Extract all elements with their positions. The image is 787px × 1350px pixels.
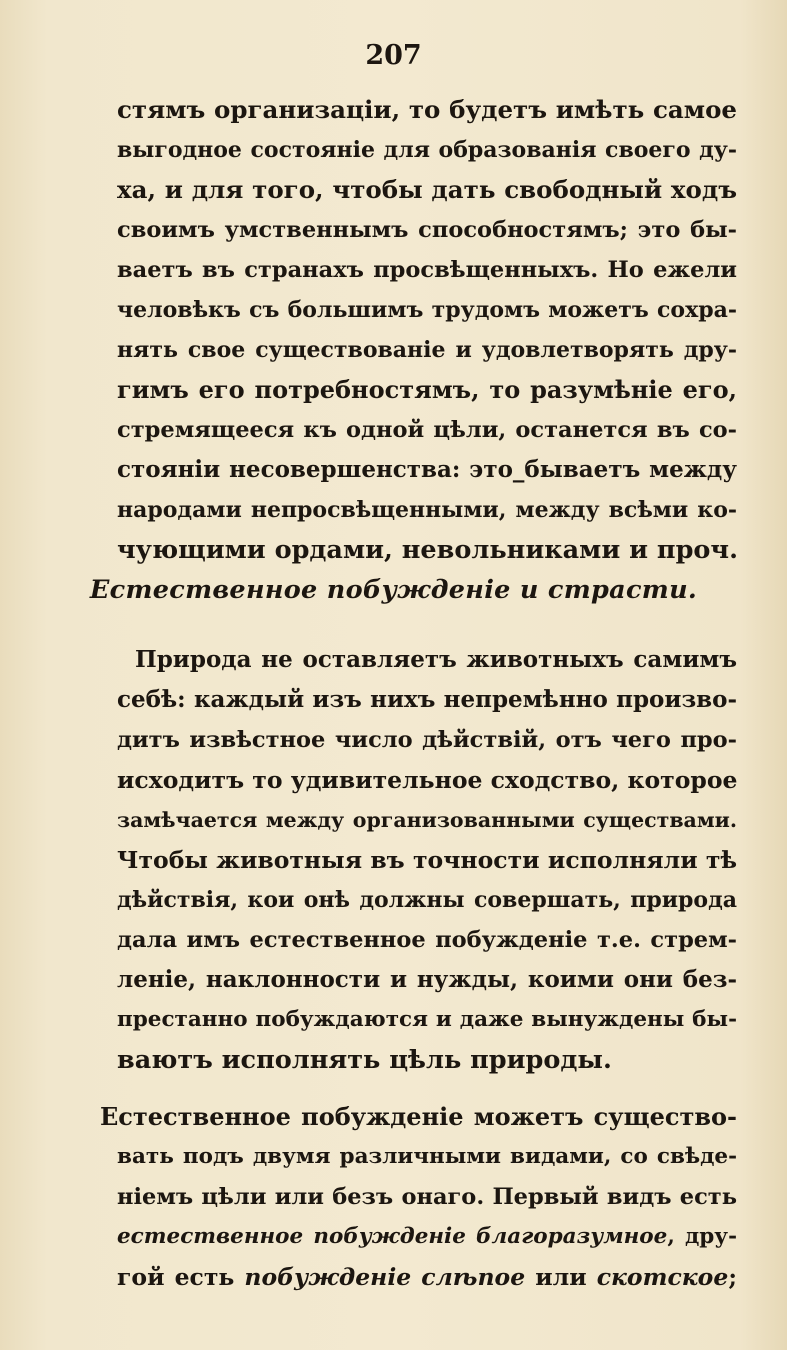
text-line: стямъ организаціи, то будетъ имѣть самое (117, 95, 737, 124)
text-line: стремящееся къ одной цѣли, останется въ со- (117, 417, 737, 443)
text-line: Естественное побужденіе можетъ существо- (100, 1102, 737, 1131)
text-line: ваютъ исполнять цѣль природы. (117, 1045, 612, 1075)
text-line: выгодное состояніе для образованія своего ду- (117, 137, 737, 163)
text-line: своимъ умственнымъ способностямъ; это бы- (117, 217, 737, 243)
text-span: ; (728, 1263, 737, 1291)
text-line: леніе, наклонности и нужды, коими они без- (117, 966, 737, 993)
text-line: чующими ордами, невольниками и проч. (117, 535, 738, 565)
text-line: Природа не оставляетъ животныхъ самимъ (135, 646, 737, 673)
text-line: ха, и для того, чтобы дать свободный ходъ (117, 175, 737, 204)
text-line: ваетъ въ странахъ просвѣщенныхъ. Но ежели (117, 257, 737, 283)
text-line (117, 1217, 737, 1257)
text-line: дитъ извѣстное число дѣйствій, отъ чего про- (117, 727, 737, 753)
text-line: вать подъ двумя различными видами, со свѣде- (117, 1144, 737, 1169)
italic-term: скотское (596, 1263, 729, 1291)
page-number: 207 (365, 40, 422, 71)
text-line: нять свое существованіе и удовлетворять дру- (117, 337, 737, 363)
text-line: дѣйствія, кои онѣ должны совершать, природа (117, 887, 737, 913)
text-span: , дру- (667, 1224, 737, 1249)
text-line: народами непросвѣщенными, между всѣми ко- (117, 497, 737, 523)
text-line: ніемъ цѣли или безъ онаго. Первый видъ есть (117, 1184, 737, 1210)
text-span: гой есть (117, 1263, 245, 1291)
section-heading: Естественное побужденіе и страсти. (89, 575, 698, 605)
text-line: исходитъ то удивительное сходство, которое (117, 766, 738, 794)
text-line: престанно побуждаются и даже вынуждены бы- (117, 1007, 737, 1032)
italic-term: естественное побужденіе благоразумное (117, 1224, 668, 1249)
text-line: замѣчается между организованными существами. (117, 808, 737, 832)
text-line: стояніи несовершенства: это_бываетъ между (117, 456, 737, 483)
text-line: человѣкъ съ большимъ трудомъ можетъ сохра- (117, 297, 737, 323)
italic-term: побужденіе слѣпое (244, 1263, 526, 1291)
text-line (117, 1257, 737, 1297)
text-span: или (525, 1263, 597, 1291)
text-line: гимъ его потребностямъ, то разумѣніе его, (117, 375, 737, 404)
text-line: себѣ: каждый изъ нихъ непремѣнно произво- (117, 686, 737, 713)
text-line: дала имъ естественное побужденіе т.е. стрем- (117, 927, 737, 953)
text-line: Чтобы животныя въ точности исполняли тѣ (117, 846, 737, 874)
